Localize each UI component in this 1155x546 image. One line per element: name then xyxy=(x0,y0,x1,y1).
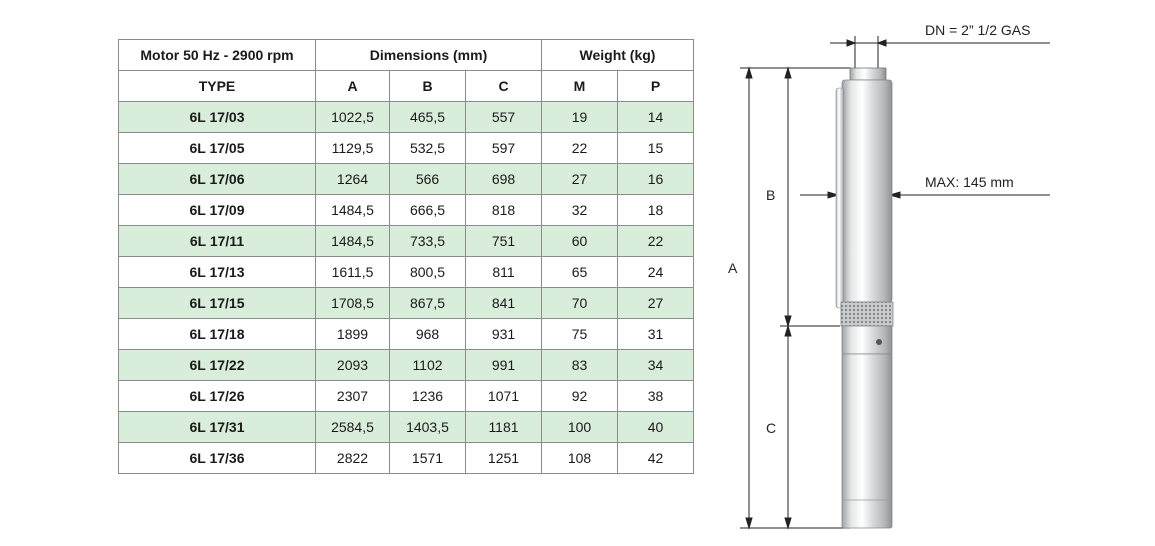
value-cell-p: 27 xyxy=(618,288,694,319)
value-cell-a: 1611,5 xyxy=(316,257,390,288)
table-row xyxy=(119,226,694,257)
type-cell: 6L 17/05 xyxy=(119,133,316,164)
type-cell: 6L 17/13 xyxy=(119,257,316,288)
type-cell: 6L 17/03 xyxy=(119,102,316,133)
col-c-header: C xyxy=(466,71,542,102)
table-row xyxy=(119,288,694,319)
value-cell-m: 22 xyxy=(542,133,618,164)
value-cell-a: 1484,5 xyxy=(316,226,390,257)
value-cell-p: 22 xyxy=(618,226,694,257)
value-cell-a: 1899 xyxy=(316,319,390,350)
value-cell-m: 27 xyxy=(542,164,618,195)
table-subheader-row xyxy=(119,71,694,102)
value-cell-b: 1102 xyxy=(390,350,466,381)
dim-b-label: B xyxy=(766,187,776,203)
value-cell-b: 532,5 xyxy=(390,133,466,164)
dim-c-line xyxy=(785,326,791,528)
type-header: TYPE xyxy=(119,71,316,102)
value-cell-p: 34 xyxy=(618,350,694,381)
value-cell-b: 867,5 xyxy=(390,288,466,319)
value-cell-a: 2093 xyxy=(316,350,390,381)
dimensions-header: Dimensions (mm) xyxy=(316,40,542,71)
value-cell-m: 65 xyxy=(542,257,618,288)
value-cell-p: 16 xyxy=(618,164,694,195)
table-row xyxy=(119,350,694,381)
value-cell-p: 42 xyxy=(618,443,694,474)
value-cell-m: 32 xyxy=(542,195,618,226)
pump-body xyxy=(836,68,893,528)
value-cell-b: 1403,5 xyxy=(390,412,466,443)
value-cell-c: 698 xyxy=(466,164,542,195)
value-cell-c: 811 xyxy=(466,257,542,288)
max-diameter-label: MAX: 145 mm xyxy=(925,174,1014,190)
type-cell: 6L 17/31 xyxy=(119,412,316,443)
value-cell-m: 100 xyxy=(542,412,618,443)
value-cell-b: 666,5 xyxy=(390,195,466,226)
value-cell-p: 14 xyxy=(618,102,694,133)
table-row xyxy=(119,443,694,474)
table-row xyxy=(119,381,694,412)
table-row xyxy=(119,195,694,226)
value-cell-c: 597 xyxy=(466,133,542,164)
value-cell-m: 83 xyxy=(542,350,618,381)
dn-label: DN = 2” 1/2 GAS xyxy=(925,22,1031,38)
table-row xyxy=(119,319,694,350)
value-cell-p: 31 xyxy=(618,319,694,350)
value-cell-a: 2584,5 xyxy=(316,412,390,443)
value-cell-p: 18 xyxy=(618,195,694,226)
dim-a-label: A xyxy=(728,260,738,276)
table-row xyxy=(119,133,694,164)
col-p-header: P xyxy=(618,71,694,102)
value-cell-c: 1251 xyxy=(466,443,542,474)
table-row xyxy=(119,412,694,443)
type-cell: 6L 17/26 xyxy=(119,381,316,412)
value-cell-m: 60 xyxy=(542,226,618,257)
value-cell-m: 70 xyxy=(542,288,618,319)
table-row xyxy=(119,257,694,288)
value-cell-a: 1129,5 xyxy=(316,133,390,164)
col-a-header: A xyxy=(316,71,390,102)
weight-header: Weight (kg) xyxy=(542,40,694,71)
value-cell-c: 991 xyxy=(466,350,542,381)
value-cell-m: 108 xyxy=(542,443,618,474)
value-cell-p: 38 xyxy=(618,381,694,412)
type-cell: 6L 17/22 xyxy=(119,350,316,381)
dim-a-line xyxy=(740,68,850,528)
motor-header: Motor 50 Hz - 2900 rpm xyxy=(119,40,316,71)
table-header-row xyxy=(119,40,694,71)
type-cell: 6L 17/15 xyxy=(119,288,316,319)
type-cell: 6L 17/36 xyxy=(119,443,316,474)
value-cell-a: 1022,5 xyxy=(316,102,390,133)
value-cell-p: 15 xyxy=(618,133,694,164)
value-cell-p: 24 xyxy=(618,257,694,288)
value-cell-b: 1236 xyxy=(390,381,466,412)
value-cell-a: 1708,5 xyxy=(316,288,390,319)
type-cell: 6L 17/09 xyxy=(119,195,316,226)
value-cell-b: 566 xyxy=(390,164,466,195)
value-cell-c: 557 xyxy=(466,102,542,133)
value-cell-c: 1071 xyxy=(466,381,542,412)
type-cell: 6L 17/18 xyxy=(119,319,316,350)
value-cell-m: 19 xyxy=(542,102,618,133)
table-row xyxy=(119,164,694,195)
type-cell: 6L 17/11 xyxy=(119,226,316,257)
value-cell-b: 465,5 xyxy=(390,102,466,133)
value-cell-p: 40 xyxy=(618,412,694,443)
value-cell-a: 1484,5 xyxy=(316,195,390,226)
value-cell-a: 2822 xyxy=(316,443,390,474)
table-row xyxy=(119,102,694,133)
value-cell-b: 968 xyxy=(390,319,466,350)
value-cell-m: 92 xyxy=(542,381,618,412)
value-cell-a: 2307 xyxy=(316,381,390,412)
value-cell-a: 1264 xyxy=(316,164,390,195)
value-cell-c: 818 xyxy=(466,195,542,226)
pump-drawing xyxy=(700,0,1100,546)
col-b-header: B xyxy=(390,71,466,102)
value-cell-m: 75 xyxy=(542,319,618,350)
value-cell-c: 841 xyxy=(466,288,542,319)
value-cell-b: 733,5 xyxy=(390,226,466,257)
value-cell-c: 751 xyxy=(466,226,542,257)
value-cell-c: 931 xyxy=(466,319,542,350)
col-m-header: M xyxy=(542,71,618,102)
dimensions-table xyxy=(118,39,694,474)
type-cell: 6L 17/06 xyxy=(119,164,316,195)
value-cell-b: 1571 xyxy=(390,443,466,474)
value-cell-c: 1181 xyxy=(466,412,542,443)
dn-dimension-line xyxy=(830,36,1050,68)
dim-c-label: C xyxy=(766,420,777,436)
value-cell-b: 800,5 xyxy=(390,257,466,288)
